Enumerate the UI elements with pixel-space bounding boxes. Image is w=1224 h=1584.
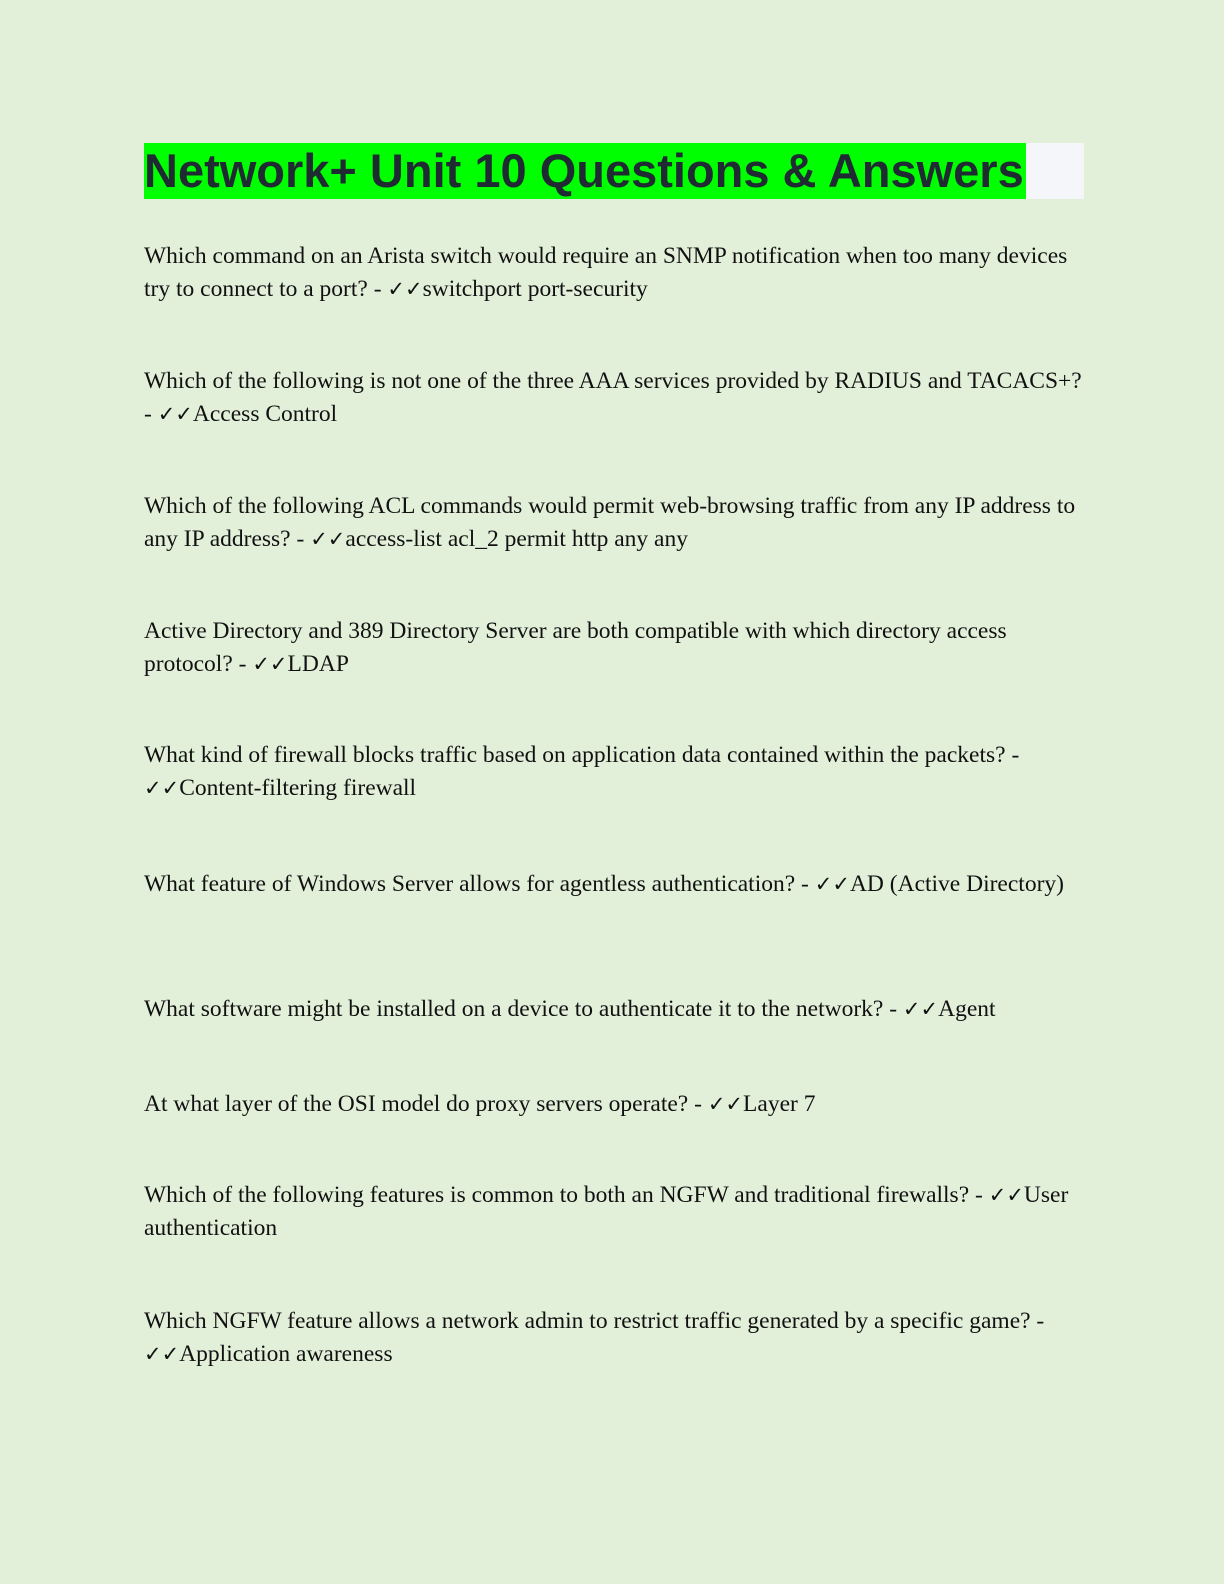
question-text: Active Directory and 389 Directory Server are both compatible with which directory access protocol? - bbox=[144, 618, 1007, 677]
qa-item bbox=[144, 240, 1084, 306]
double-check-icon: ✓✓ bbox=[707, 1092, 744, 1116]
question-text: What kind of firewall blocks traffic based on application data contained within the packets? - bbox=[144, 742, 1020, 768]
answer-text: Layer 7 bbox=[743, 1091, 816, 1117]
qa-item bbox=[144, 739, 1084, 805]
answer-text: AD (Active Directory) bbox=[849, 871, 1064, 897]
double-check-icon: ✓✓ bbox=[387, 277, 423, 301]
qa-item bbox=[144, 365, 1084, 431]
double-check-icon: ✓✓ bbox=[814, 872, 850, 896]
answer-text: Agent bbox=[938, 996, 996, 1022]
double-check-icon: ✓✓ bbox=[144, 776, 180, 800]
double-check-icon: ✓✓ bbox=[157, 402, 193, 426]
qa-item bbox=[144, 615, 1084, 681]
double-check-icon: ✓✓ bbox=[252, 652, 288, 676]
question-text: Which command on an Arista switch would require an SNMP notification when too many devices try to connect to a port? - bbox=[144, 243, 1068, 302]
double-check-icon: ✓✓ bbox=[988, 1183, 1024, 1207]
document-page bbox=[144, 143, 1084, 1367]
double-check-icon: ✓✓ bbox=[310, 527, 346, 551]
question-text: Which of the following features is common to both an NGFW and traditional firewalls? - bbox=[144, 1182, 989, 1208]
question-text: What feature of Windows Server allows for agentless authentication? - bbox=[144, 871, 815, 897]
title-banner bbox=[144, 143, 1084, 199]
answer-text: Access Control bbox=[192, 401, 338, 427]
answer-text: access-list acl_2 permit http any any bbox=[345, 526, 688, 552]
qa-item bbox=[144, 490, 1084, 556]
answer-text: switchport port-security bbox=[422, 276, 648, 302]
qa-item bbox=[144, 1088, 1084, 1121]
double-check-icon: ✓✓ bbox=[144, 1342, 180, 1366]
qa-item bbox=[144, 993, 1084, 1026]
answer-text: Content-filtering firewall bbox=[179, 775, 417, 801]
double-check-icon: ✓✓ bbox=[902, 997, 939, 1021]
question-text: What software might be installed on a device to authenticate it to the network? - bbox=[144, 996, 903, 1022]
qa-item bbox=[144, 1305, 1084, 1371]
qa-item bbox=[144, 1179, 1084, 1245]
question-text: Which NGFW feature allows a network admin to restrict traffic generated by a specific game? - bbox=[144, 1308, 1045, 1334]
answer-text: LDAP bbox=[287, 651, 349, 677]
question-text: At what layer of the OSI model do proxy servers operate? - bbox=[144, 1091, 708, 1117]
question-text: Which of the following is not one of the three AAA services provided by RADIUS and TACACS+? - bbox=[144, 368, 1082, 427]
document-title: Network+ Unit 10 Questions & Answers bbox=[144, 144, 1024, 197]
question-text: Which of the following ACL commands would permit web-browsing traffic from any IP address to any IP address? - bbox=[144, 493, 1076, 552]
answer-text: Application awareness bbox=[179, 1341, 393, 1367]
qa-item bbox=[144, 868, 1084, 901]
answer-text: User authentication bbox=[144, 1182, 1069, 1241]
